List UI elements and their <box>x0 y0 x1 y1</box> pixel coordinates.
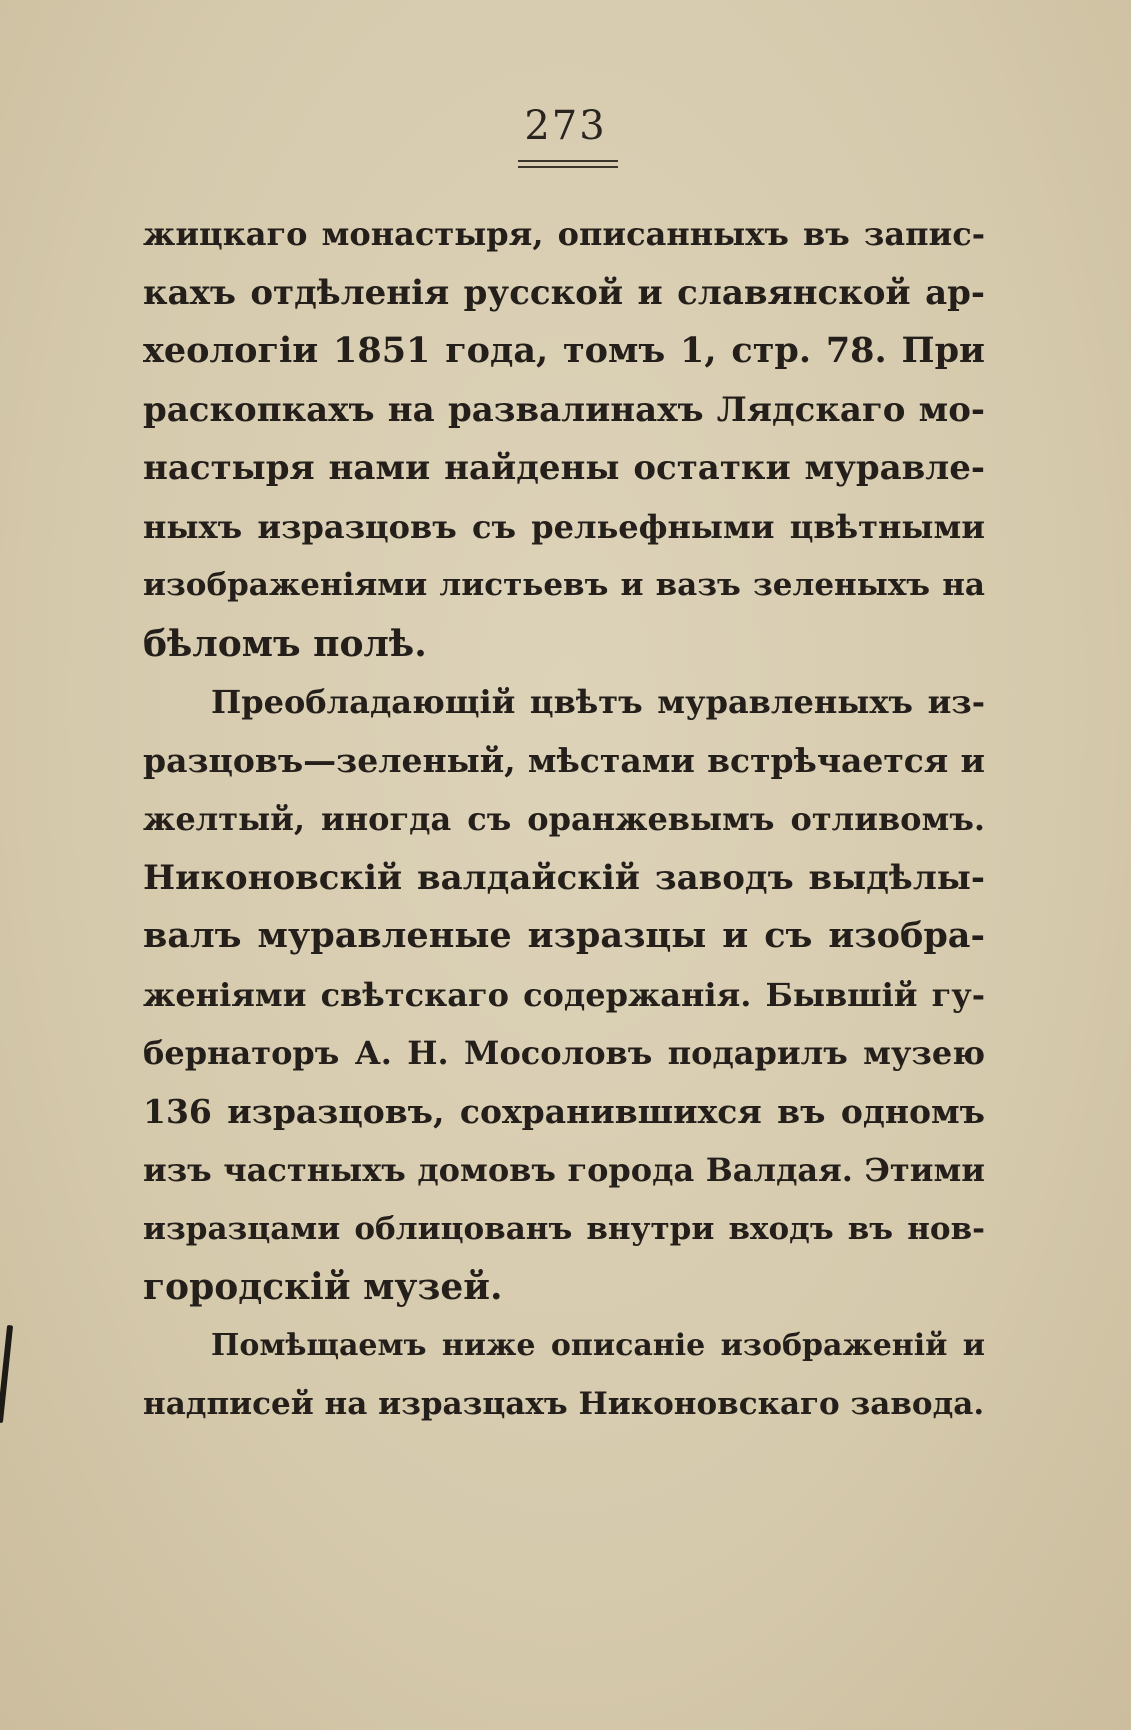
body-text <box>143 205 985 1434</box>
text-line: кахъ отдѣленія русской и славянской ар- <box>143 272 985 313</box>
text-line: Никоновскій валдайскій заводъ выдѣлы- <box>143 857 985 898</box>
text-line: изразцами облицованъ внутри входъ въ нов- <box>143 1210 985 1247</box>
text-line: женіями свѣтскаго содержанія. Бывшій гу- <box>143 975 985 1014</box>
text-line: разцовъ—зеленый, мѣстами встрѣчается и <box>143 740 985 780</box>
paragraph-2 <box>143 673 985 1317</box>
text-line: бернаторъ А. Н. Мосоловъ подарилъ музею <box>143 1034 985 1072</box>
page-number: 273 <box>524 103 607 149</box>
text-line: Помѣщаемъ ниже описаніе изображеній и <box>211 1327 985 1363</box>
text-line: Преобладающій цвѣтъ муравленыхъ из- <box>211 683 985 721</box>
text-line: 136 изразцовъ, сохранившихся въ одномъ <box>143 1091 985 1131</box>
text-line: ныхъ изразцовъ съ рельефными цвѣтными <box>143 507 985 546</box>
text-line: раскопкахъ на развалинахъ Лядскаго мо- <box>143 389 985 430</box>
text-line: изъ частныхъ домовъ города Валдая. Этими <box>143 1151 985 1189</box>
margin-ink-mark <box>0 1325 13 1423</box>
text-line: бѣломъ полѣ. <box>143 622 427 665</box>
text-line: валъ муравленые изразцы и съ изобра- <box>143 915 985 956</box>
text-line: изображеніями листьевъ и вазъ зеленыхъ на <box>143 567 985 603</box>
page-number-rule <box>518 160 618 168</box>
text-line: жицкаго монастыря, описанныхъ въ запис- <box>143 215 985 253</box>
text-line: городскій музей. <box>143 1266 503 1308</box>
paragraph-1 <box>143 205 985 673</box>
text-line: надписей на изразцахъ Никоновскаго завода. <box>143 1386 985 1422</box>
paragraph-3 <box>143 1317 985 1434</box>
text-line: желтый, иногда съ оранжевымъ отливомъ. <box>143 800 985 838</box>
text-line: настыря нами найдены остатки муравле- <box>143 448 985 488</box>
text-line: хеологіи 1851 года, томъ 1, стр. 78. При <box>143 330 985 371</box>
